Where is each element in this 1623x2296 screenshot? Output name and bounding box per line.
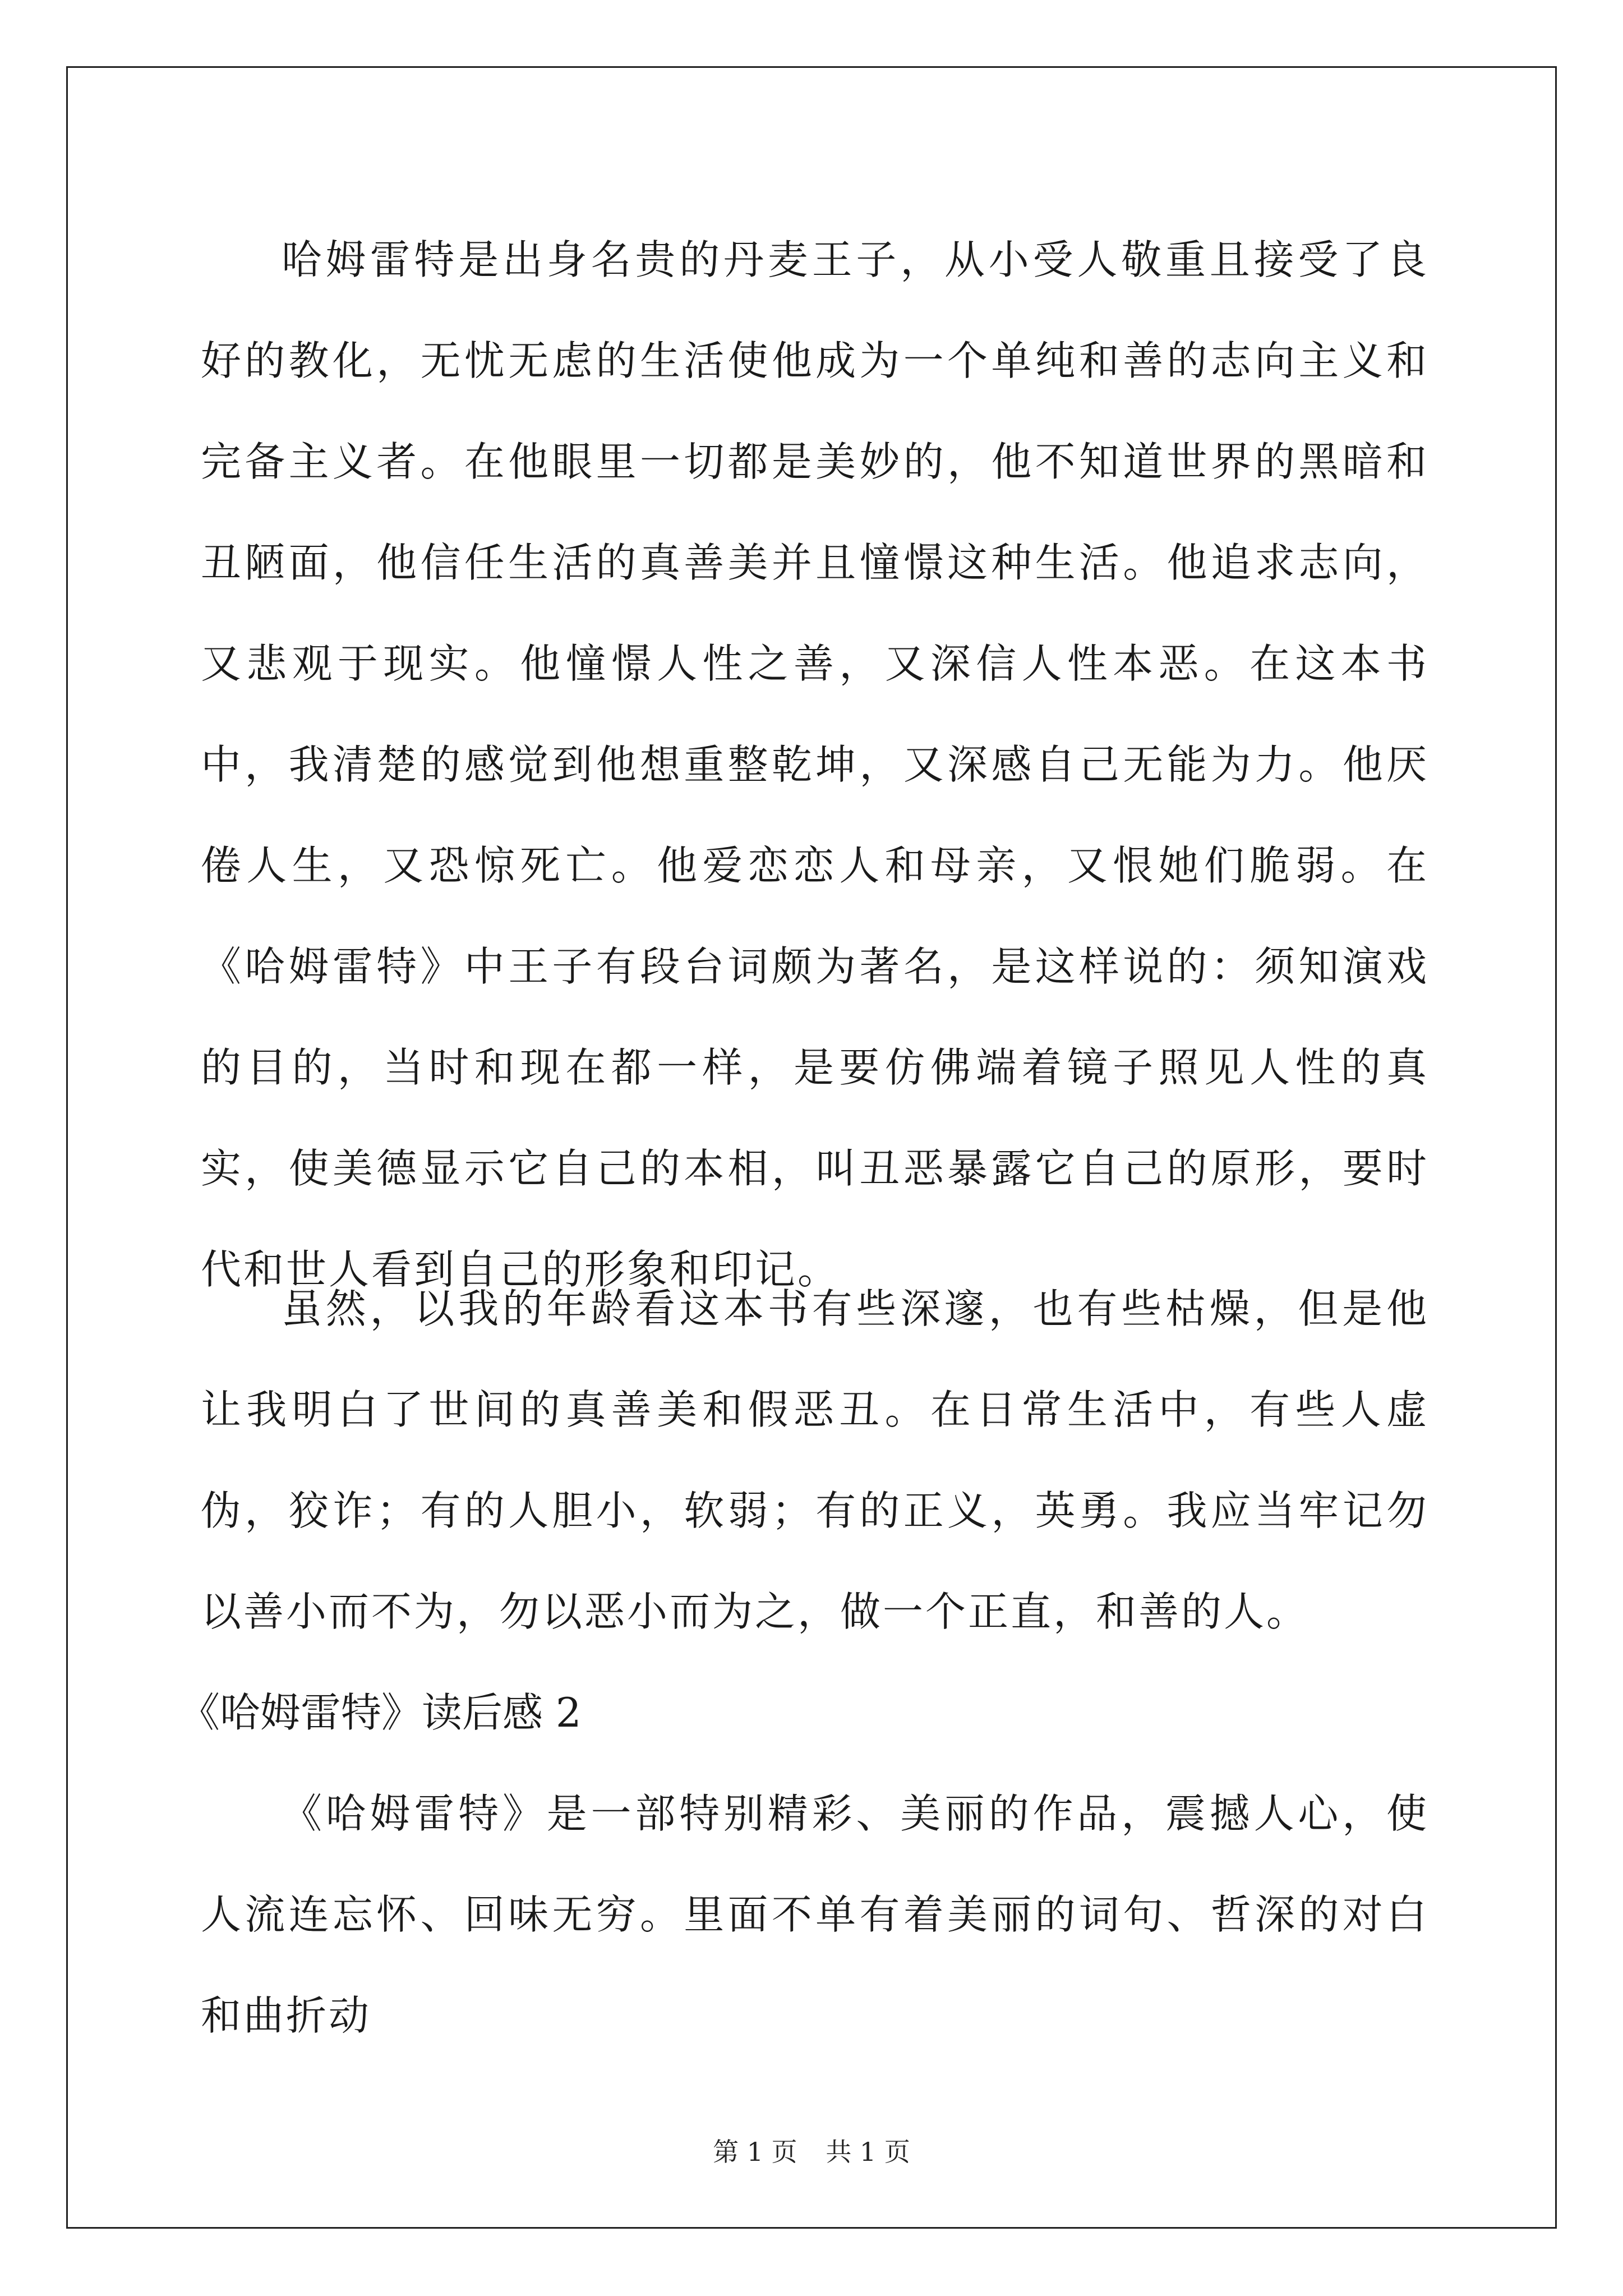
paragraph-3: 《哈姆雷特》是一部特别精彩、美丽的作品，震撼人心，使人流连忘怀、回味无穷。里面不单有着美丽的词句、哲深的对白和曲折动 [201, 1790, 1429, 2039]
body-text-block-3 [201, 1763, 1429, 2066]
section-heading-wrapper [179, 1662, 1413, 1763]
section-heading: 《哈姆雷特》读后感 2 [179, 1689, 582, 1736]
page-number-label: 第 1 页 [713, 2137, 797, 2167]
paragraph-1: 哈姆雷特是出身名贵的丹麦王子，从小受人敬重且接受了良好的教化，无忧无虑的生活使他成为一个单纯和善的志向主义和完备主义者。在他眼里一切都是美妙的，他不知道世界的黑暗和丑陋面，他信任生活的真善美并且憧憬这种生活。他追求志向，又悲观于现实。他憧憬人性之善，又深信人性本恶。在这本书中，我清楚的感觉到他想重整乾坤，又深感自己无能为力。他厌倦人生，又恐惊死亡。他爱恋恋人和母亲，又恨她们脆弱。在《哈姆雷特》中王子有段台词颇为著名，是这样说的：须知演戏的目的，当时和现在都一样，是要仿佛端着镜子照见人性的真实，使美德显示它自己的本相，叫丑恶暴露它自己的原形，要时代和世人看到自己的形象和印记。 [201, 236, 1429, 1293]
paragraph-2: 虽然，以我的年龄看这本书有些深邃，也有些枯燥，但是他让我明白了世间的真善美和假恶丑。在日常生活中，有些人虚伪，狡诈；有的人胆小，软弱；有的正义，英勇。我应当牢记勿以善小而不为，勿以恶小而为之，做一个正直，和善的人。 [201, 1285, 1429, 1635]
body-text-block-2 [201, 1258, 1429, 1662]
page-footer [0, 2132, 1623, 2169]
body-text-block-1 [201, 209, 1429, 1320]
page-total-label: 共 1 页 [826, 2137, 910, 2167]
